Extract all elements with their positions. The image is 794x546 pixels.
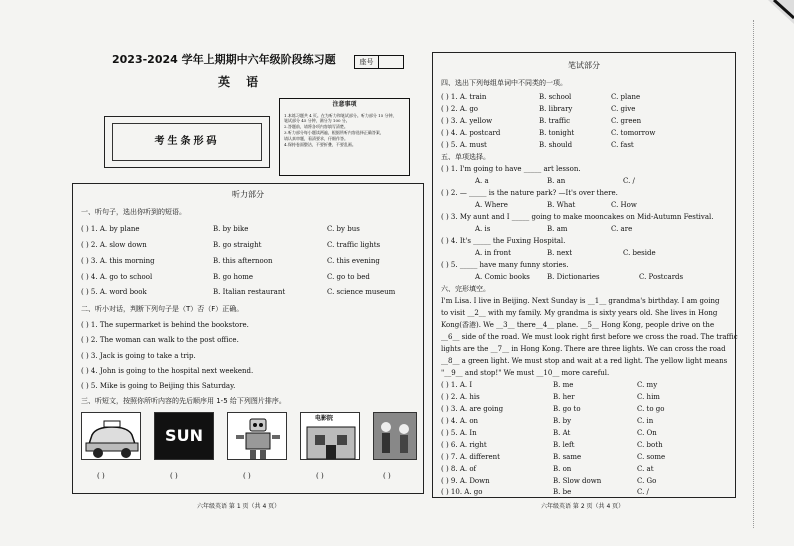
cloze-line-5: lights are the __7__ in Hong Kong. There are three lights. We can cross the road	[441, 345, 726, 353]
option-a: A. in front	[475, 249, 511, 257]
question-5-3: ( ) 3. My aunt and I _____ going to make mooncakes on Mid-Autumn Festival.	[441, 213, 714, 221]
option-c: C. both	[637, 441, 663, 449]
picture-taxi	[81, 412, 141, 460]
picture-bracket-2: ( )	[170, 472, 178, 480]
taxi-icon	[82, 413, 141, 460]
option-b: B. be	[553, 488, 572, 496]
question-1-5: ( ) 5. A. word book	[81, 288, 147, 296]
cloze-question-2: ( ) 2. A. his	[441, 393, 480, 401]
question-4-3: ( ) 3. A. yellow	[441, 117, 493, 125]
option-b: B. her	[553, 393, 575, 401]
notice-line: 1.本练习题共 4 页。在为听力和笔试部分。听力部分 15 分钟，	[284, 112, 397, 118]
option-c: C. by bus	[327, 225, 360, 233]
cloze-question-10: ( ) 10. A. go	[441, 488, 483, 496]
question-1-4: ( ) 4. A. go to school	[81, 273, 153, 281]
barcode-box	[104, 116, 270, 168]
option-b: B. At	[553, 429, 571, 437]
notice-line: 3.听力部分每小题读两遍，根据所听内容选择正确答案，	[284, 130, 384, 136]
picture-bracket-5: ( )	[383, 472, 391, 480]
option-a: A. is	[475, 225, 491, 233]
option-c: C. plane	[611, 93, 641, 101]
option-c: C. to go	[637, 405, 665, 413]
picture-family-trip	[373, 412, 417, 460]
cloze-question-7: ( ) 7. A. different	[441, 453, 500, 461]
section-3-heading: 三、听短文，按照你所听内容的先后顺序用 1-5 给下列图片排序。	[81, 397, 286, 405]
section-1-heading: 一、听句子，选出你听到的短语。	[81, 208, 186, 216]
seat-label: 座号	[355, 56, 379, 68]
question-5-2: ( ) 2. — _____ is the nature park? —It's over there.	[441, 189, 618, 197]
cloze-question-3: ( ) 3. A. are going	[441, 405, 504, 413]
picture-robot	[227, 412, 287, 460]
notice-title: 注意事项	[332, 101, 357, 108]
question-4-2: ( ) 2. A. go	[441, 105, 479, 113]
option-b: B. am	[547, 225, 568, 233]
listening-section	[72, 183, 424, 494]
question-5-1: ( ) 1. I'm going to have _____ art lesson.	[441, 165, 581, 173]
picture-bracket-3: ( )	[243, 472, 251, 480]
cloze-line-6: __8__ a green light. We must stop and wait at a red light. The yellow light means	[441, 357, 728, 365]
question-4-1: ( ) 1. A. train	[441, 93, 487, 101]
question-1-1: ( ) 1. A. by plane	[81, 225, 140, 233]
notice-line: 2.答题前，请将各项内容填写清楚。	[284, 124, 348, 130]
question-2-3: ( ) 3. Jack is going to take a trip.	[81, 352, 196, 360]
cinema-sign: 电影院	[315, 415, 334, 422]
option-c: C. green	[611, 117, 642, 125]
cloze-line-4: __6__ side of the road. We must look right first before we cross the road. The traffic	[441, 333, 738, 341]
cloze-question-4: ( ) 4. A. on	[441, 417, 479, 425]
option-a: A. a	[475, 177, 489, 185]
question-4-4: ( ) 4. A. postcard	[441, 129, 501, 137]
seat-number-box	[354, 55, 404, 69]
subject-title: 英 语	[218, 75, 265, 89]
option-c: C. tomorrow	[611, 129, 656, 137]
cloze-question-6: ( ) 6. A. right	[441, 441, 487, 449]
page-2-footer: 六年级英语 第 2 页（共 4 页）	[541, 503, 625, 510]
question-5-4: ( ) 4. It's _____ the Fuxing Hospital.	[441, 237, 566, 245]
cloze-question-8: ( ) 8. A. of	[441, 465, 477, 473]
cloze-line-2: to visit __2__ with my family. My grandma is sixty years old. She lives in Hong	[441, 309, 718, 317]
option-c: C. traffic lights	[327, 241, 381, 249]
question-5-5: ( ) 5. _____ have many funny stories.	[441, 261, 569, 269]
section-2-heading: 二、听小对话，判断下列句子是（T）否（F）正确。	[81, 305, 244, 313]
option-b: B. by	[553, 417, 572, 425]
option-c: C. science museum	[327, 288, 396, 296]
option-c: C. beside	[623, 249, 656, 257]
option-c: C. Go	[637, 477, 657, 485]
option-c: C. give	[611, 105, 636, 113]
notice-line: 请认真审题，看清要求，仔细作答。	[284, 135, 348, 141]
option-b: B. same	[553, 453, 582, 461]
exam-title: 2023-2024 学年上期期中六年级阶段练习题	[112, 53, 336, 66]
question-1-2: ( ) 2. A. slow down	[81, 241, 147, 249]
option-b: B. tonight	[539, 129, 575, 137]
cloze-line-7: "__9__ and stop!" We must __10__ more careful.	[441, 369, 610, 377]
option-b: B. Slow down	[553, 477, 602, 485]
option-c: C. my	[637, 381, 658, 389]
picture-bracket-4: ( )	[316, 472, 324, 480]
section-6-heading: 六、完形填空。	[441, 285, 490, 293]
notice-box	[279, 98, 410, 176]
option-c: C. fast	[611, 141, 634, 149]
cloze-question-5: ( ) 5. A. In	[441, 429, 477, 437]
page-curl-corner	[768, 0, 794, 24]
page-1-footer: 六年级英语 第 1 页（共 4 页）	[197, 503, 281, 510]
family-icon	[374, 413, 417, 460]
question-1-3: ( ) 3. A. this morning	[81, 257, 155, 265]
option-b: B. this afternoon	[213, 257, 273, 265]
option-b: B. school	[539, 93, 572, 101]
option-c: C. go to bed	[327, 273, 370, 281]
option-c: C. this evening	[327, 257, 380, 265]
option-b: B. by bike	[213, 225, 249, 233]
option-b: B. go straight	[213, 241, 262, 249]
question-4-5: ( ) 5. A. must	[441, 141, 487, 149]
option-c: C. On	[637, 429, 657, 437]
cloze-line-3: Kong(香港). We __3__ there__4__ plane. __5__ Hong Kong, people drive on the	[441, 321, 715, 329]
option-c: C. /	[637, 488, 649, 496]
option-b: B. me	[553, 381, 574, 389]
cloze-line-1: I'm Lisa. I live in Beijing. Next Sunday is __1__ grandma's birthday. I am going	[441, 297, 720, 305]
picture-cinema	[300, 412, 360, 460]
option-a: A. Comic books	[475, 273, 530, 281]
notice-line: 笔试部分 45 分钟，满分为 100 分。	[284, 118, 350, 124]
option-c: C. him	[637, 393, 660, 401]
cloze-question-9: ( ) 9. A. Down	[441, 477, 490, 485]
robot-icon	[228, 413, 287, 460]
option-b: B. Dictionaries	[547, 273, 600, 281]
picture-sunday-calendar: SUN	[154, 412, 214, 460]
written-section	[432, 52, 736, 498]
option-b: B. an	[547, 177, 566, 185]
section-5-heading: 五、单项选择。	[441, 153, 490, 161]
option-c: C. at	[637, 465, 654, 473]
written-title: 笔试部分	[568, 61, 600, 70]
option-c: C. some	[637, 453, 666, 461]
notice-line: 4.保持卷面整洁，不要折叠，不要乱画。	[284, 141, 356, 147]
question-2-1: ( ) 1. The supermarket is behind the bookstore.	[81, 321, 249, 329]
option-b: B. next	[547, 249, 573, 257]
option-c: C. Postcards	[639, 273, 684, 281]
question-2-5: ( ) 5. Mike is going to Beijing this Saturday.	[81, 382, 236, 390]
question-2-2: ( ) 2. The woman can walk to the post office.	[81, 336, 239, 344]
option-a: A. Where	[475, 201, 508, 209]
option-b: B. go home	[213, 273, 254, 281]
option-c: C. in	[637, 417, 654, 425]
listening-title: 听力部分	[232, 190, 264, 199]
option-c: C. How	[611, 201, 637, 209]
barcode-label: 考生条形码	[112, 123, 262, 161]
binding-margin-line	[753, 20, 754, 528]
picture-bracket-1: ( )	[97, 472, 105, 480]
option-b: B. left	[553, 441, 575, 449]
option-b: B. library	[539, 105, 573, 113]
option-b: B. should	[539, 141, 573, 149]
cloze-question-1: ( ) 1. A. I	[441, 381, 473, 389]
option-b: B. go to	[553, 405, 581, 413]
option-c: C. are	[611, 225, 633, 233]
option-b: B. What	[547, 201, 576, 209]
section-4-heading: 四、选出下列每组单词中不同类的一项。	[441, 79, 567, 87]
option-b: B. traffic	[539, 117, 571, 125]
option-b: B. on	[553, 465, 572, 473]
picture-row	[81, 412, 417, 464]
option-c: C. /	[623, 177, 635, 185]
option-b: B. Italian restaurant	[213, 288, 286, 296]
question-2-4: ( ) 4. John is going to the hospital next weekend.	[81, 367, 254, 375]
